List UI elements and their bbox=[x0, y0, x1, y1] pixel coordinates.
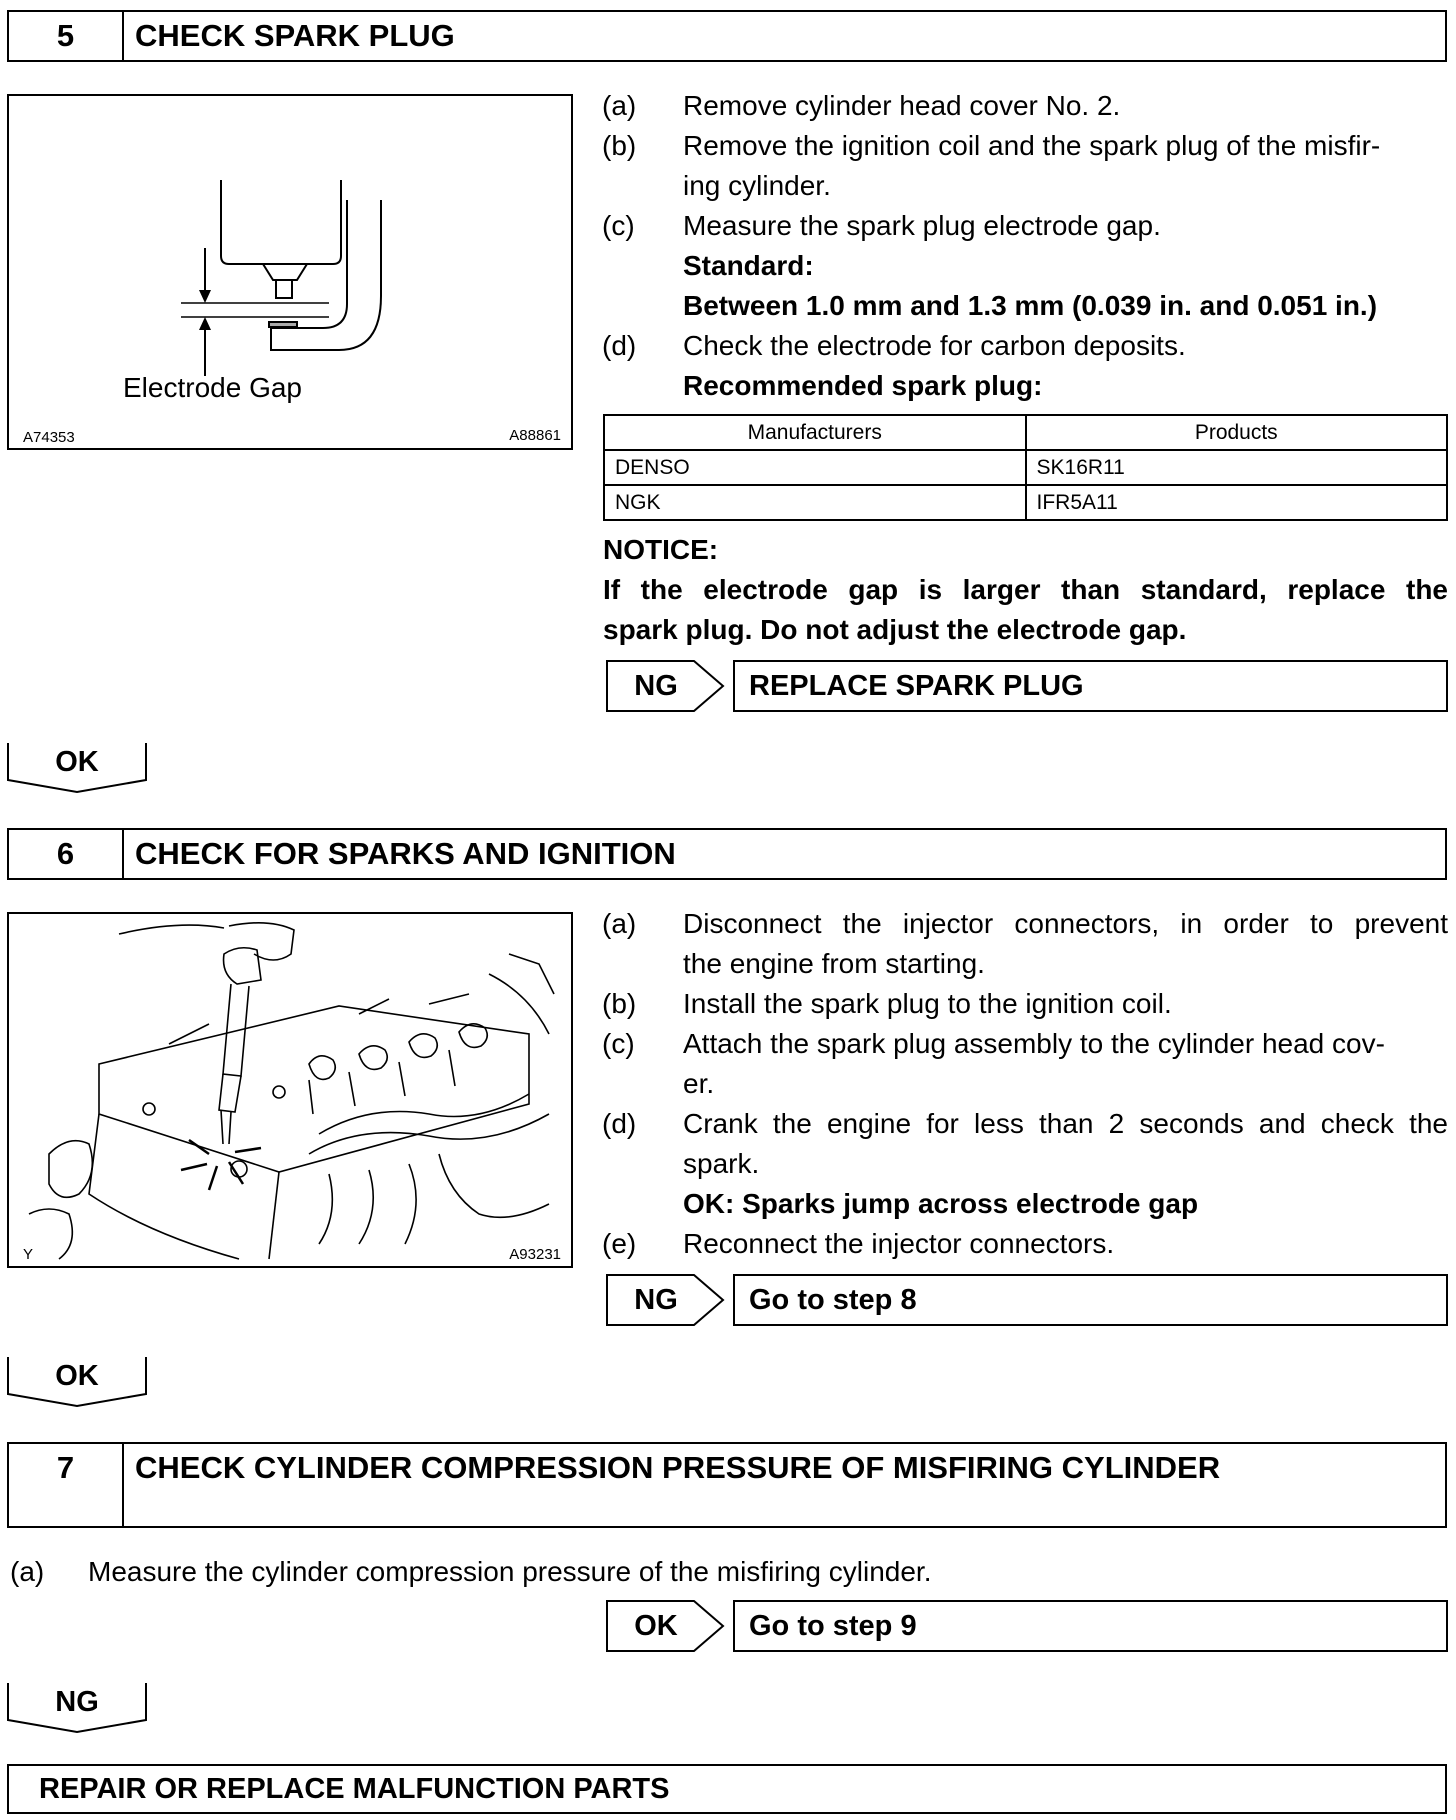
item-text: Remove the ignition coil and the spark plug of the misfir- bbox=[683, 130, 1381, 161]
table-cell: NGK bbox=[604, 485, 1026, 520]
item-text: Disconnect the injector connectors, in order to prevent bbox=[683, 908, 1448, 939]
item-text: Reconnect the injector connectors. bbox=[683, 1228, 1115, 1259]
step7-ok-result bbox=[606, 1600, 1448, 1652]
table-cell: SK16R11 bbox=[1026, 450, 1448, 485]
item-text: Remove cylinder head cover No. 2. bbox=[683, 90, 1121, 121]
step6-figure bbox=[7, 912, 573, 1268]
engine-spark-test-illustration bbox=[9, 914, 571, 1266]
step6-title: CHECK FOR SPARKS AND IGNITION bbox=[135, 836, 676, 871]
step5-number: 5 bbox=[9, 12, 124, 60]
step6-ng-result bbox=[606, 1274, 1448, 1326]
step6-header bbox=[7, 828, 1447, 880]
step5-header bbox=[7, 10, 1447, 62]
item-marker: (a) bbox=[602, 90, 637, 121]
figure-label: Electrode Gap bbox=[123, 372, 302, 403]
item-text: the engine from starting. bbox=[683, 948, 985, 979]
item-text: Attach the spark plug assembly to the cylinder head cov- bbox=[683, 1028, 1385, 1059]
step6-ok-result bbox=[7, 1356, 147, 1408]
step7-ng-result bbox=[7, 1682, 147, 1734]
table-row bbox=[604, 485, 1447, 520]
figure-code-left: Y bbox=[23, 1246, 34, 1263]
table-header-row bbox=[604, 415, 1447, 450]
item-text: Measure the spark plug electrode gap. bbox=[683, 210, 1161, 241]
step7-title: CHECK CYLINDER COMPRESSION PRESSURE OF MISFIRING CYLINDER bbox=[135, 1450, 1221, 1485]
table-cell: IFR5A11 bbox=[1026, 485, 1448, 520]
step5-title: CHECK SPARK PLUG bbox=[135, 18, 455, 53]
notice-text: If the electrode gap is larger than standard, replace the bbox=[603, 574, 1448, 605]
ng-tag: NG bbox=[55, 1686, 99, 1718]
item-marker: (b) bbox=[602, 988, 637, 1019]
item-marker: (d) bbox=[602, 330, 637, 361]
ng-tag: NG bbox=[634, 670, 678, 702]
table-cell: DENSO bbox=[604, 450, 1026, 485]
step5-figure bbox=[7, 94, 573, 450]
ok-action: Go to step 9 bbox=[733, 1600, 1448, 1652]
item-text: Crank the engine for less than 2 seconds and check the bbox=[683, 1108, 1448, 1139]
notice-text: spark plug. Do not adjust the electrode gap. bbox=[603, 614, 1187, 645]
table-row bbox=[604, 450, 1447, 485]
ok-result-text: OK: Sparks jump across electrode gap bbox=[683, 1188, 1199, 1219]
recommended-label: Recommended spark plug: bbox=[683, 370, 1043, 401]
step7-header bbox=[7, 1442, 1447, 1528]
standard-label: Standard: bbox=[683, 250, 814, 281]
ng-action: REPLACE SPARK PLUG bbox=[733, 660, 1448, 712]
item-text: Install the spark plug to the ignition coil. bbox=[683, 988, 1172, 1019]
table-header: Products bbox=[1026, 415, 1448, 450]
item-marker: (a) bbox=[602, 908, 637, 939]
item-marker: (c) bbox=[602, 1028, 635, 1059]
item-marker: (e) bbox=[602, 1228, 637, 1259]
item-text: Measure the cylinder compression pressure of the misfiring cylinder. bbox=[88, 1556, 932, 1587]
step5-ng-result bbox=[606, 660, 1448, 712]
notice-label: NOTICE: bbox=[603, 534, 719, 565]
table-header: Manufacturers bbox=[604, 415, 1026, 450]
item-text: ing cylinder. bbox=[683, 170, 831, 201]
final-action-box bbox=[7, 1764, 1447, 1814]
item-marker: (a) bbox=[10, 1556, 45, 1587]
item-marker: (d) bbox=[602, 1108, 637, 1139]
ng-action: Go to step 8 bbox=[733, 1274, 1448, 1326]
ok-tag: OK bbox=[55, 746, 99, 778]
spark-plug-table bbox=[603, 414, 1448, 521]
item-marker: (b) bbox=[602, 130, 637, 161]
step5-ok-result bbox=[7, 742, 147, 794]
final-action-title: REPAIR OR REPLACE MALFUNCTION PARTS bbox=[39, 1773, 670, 1805]
item-text: spark. bbox=[683, 1148, 760, 1179]
ng-tag: NG bbox=[634, 1284, 678, 1316]
ok-tag: OK bbox=[55, 1360, 99, 1392]
ok-tag: OK bbox=[634, 1610, 678, 1642]
step7-number: 7 bbox=[9, 1444, 124, 1526]
item-marker: (c) bbox=[602, 210, 635, 241]
standard-value: Between 1.0 mm and 1.3 mm (0.039 in. and 0.051 in.) bbox=[683, 290, 1378, 321]
figure-code-right: A93231 bbox=[509, 1246, 561, 1263]
item-text: er. bbox=[683, 1068, 715, 1099]
figure-code-left: A74353 bbox=[23, 429, 75, 446]
step6-number: 6 bbox=[9, 830, 124, 878]
item-text: Check the electrode for carbon deposits. bbox=[683, 330, 1186, 361]
figure-code-right: A88861 bbox=[509, 427, 561, 444]
